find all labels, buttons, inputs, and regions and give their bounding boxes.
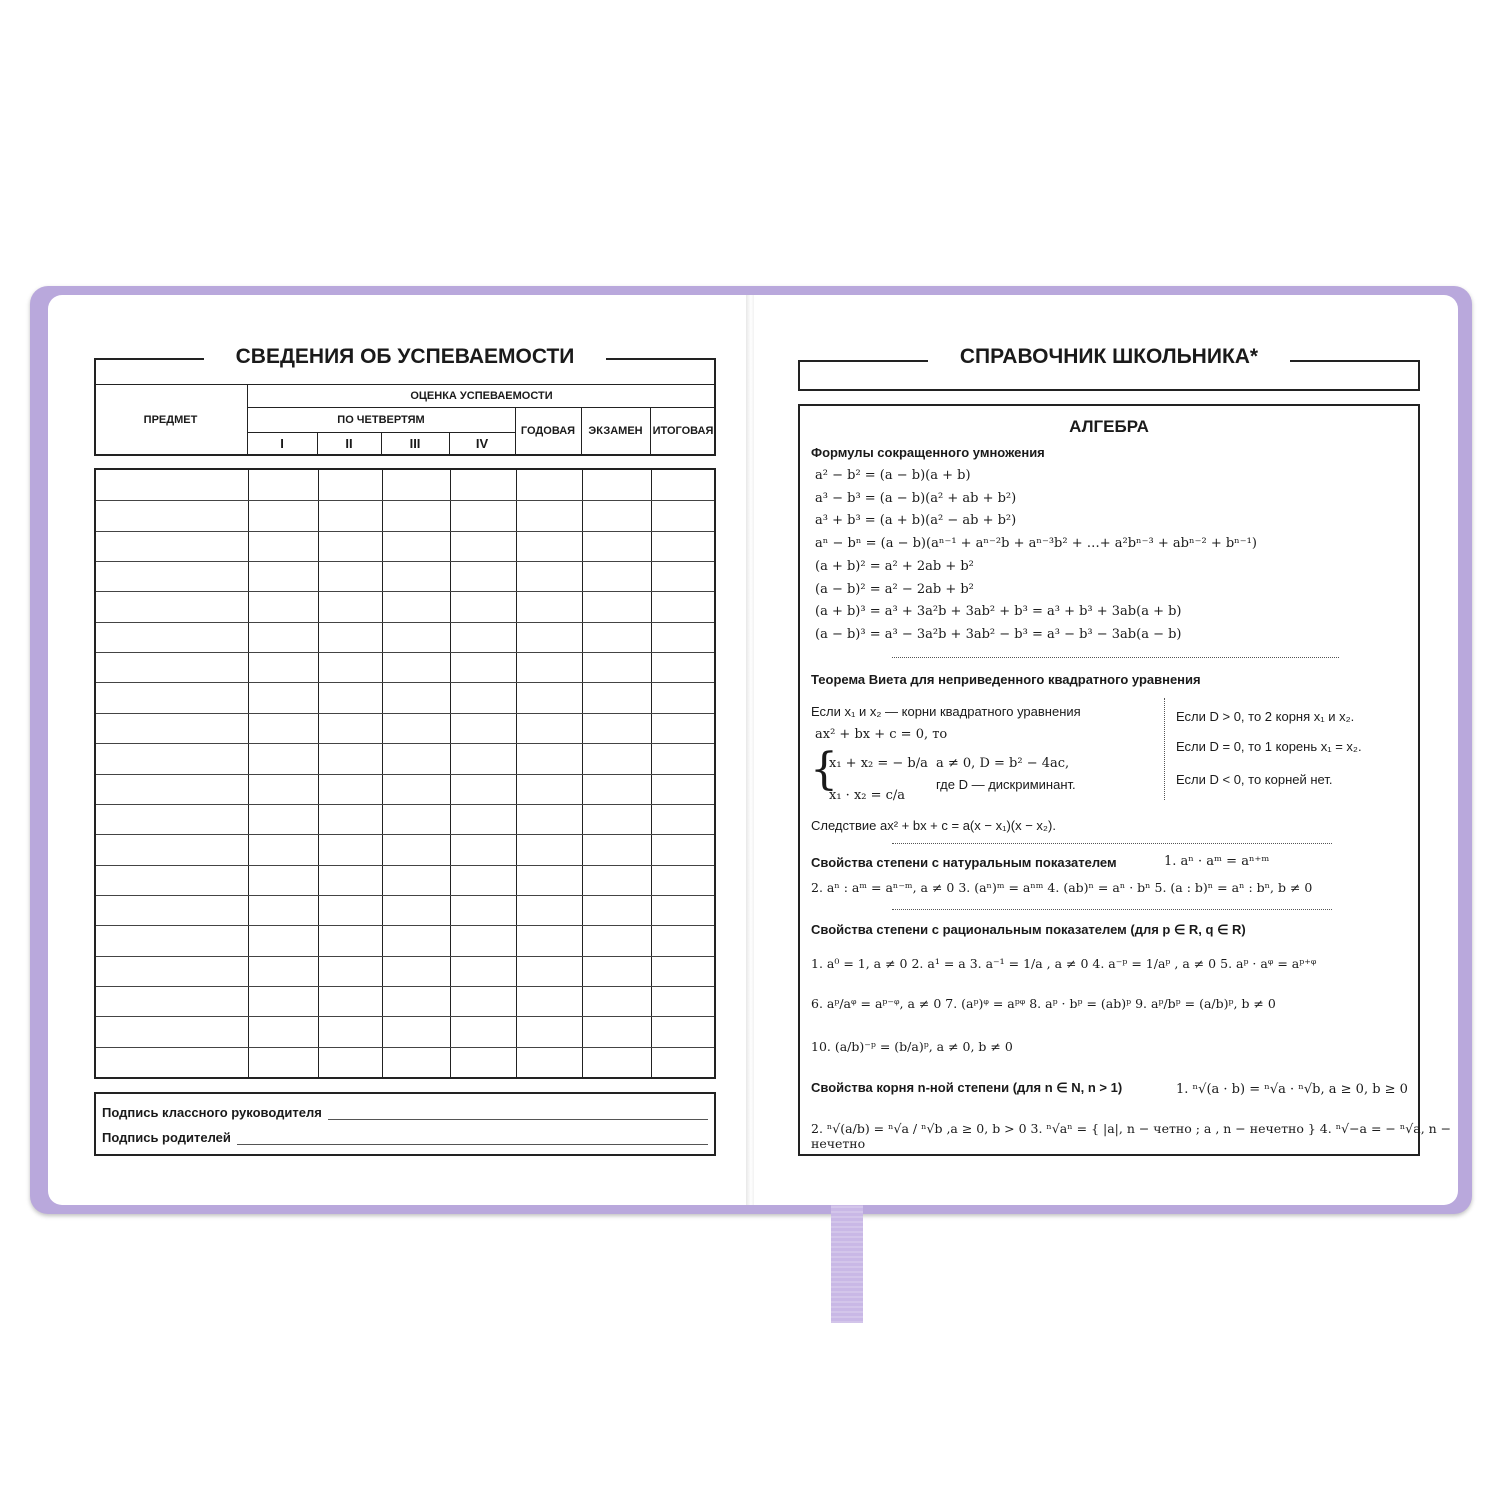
section-abbreviated-multiplication: Формулы сокращенного умножения — [811, 445, 1045, 460]
subject-header: ПРЕДМЕТ — [143, 413, 198, 426]
table-row[interactable] — [96, 865, 714, 866]
discriminant-positive: Если D > 0, то 2 корня x₁ и x₂. — [1176, 709, 1355, 724]
formula-6: (a − b)² = a² − 2ab + b² — [815, 581, 974, 597]
formula-8: (a − b)³ = a³ − 3a²b + 3ab² − b³ = a³ − b³ − 3ab(a − b) — [815, 626, 1182, 642]
root-properties-2-4: 2. ⁿ√(a/b) = ⁿ√a / ⁿ√b ,a ≥ 0, b > 0 3. ⁿ√aⁿ = { |a|, n − четно ; a , n − нечетно } 4. ⁿ√−a = − ⁿ√a, n − нечетно — [811, 1121, 1452, 1151]
rational-exponent-6-9: 6. aᵖ/aᵠ = aᵖ⁻ᵠ, a ≠ 0 7. (aᵖ)ᵠ = aᵖᵠ 8. aᵖ · bᵖ = (ab)ᵖ 9. aᵖ/bᵖ = (a/b)ᵖ, b ≠ 0 — [811, 996, 1276, 1011]
table-row[interactable] — [96, 986, 714, 987]
table-row[interactable] — [96, 743, 714, 744]
vieta-corollary: Следствие ax² + bx + c = a(x − x₁)(x − x₂). — [811, 818, 1056, 833]
section-nth-root: Свойства корня n-ной степени (для n ∈ N, n > 1) — [811, 1080, 1123, 1095]
table-row[interactable] — [96, 925, 714, 926]
formula-5: (a + b)² = a² + 2ab + b² — [815, 558, 974, 574]
formula-2: a³ − b³ = (a − b)(a² + ab + b²) — [815, 490, 1017, 506]
parents-signature-label: Подпись родителей — [102, 1130, 231, 1145]
signatures-box — [94, 1092, 716, 1156]
vieta-product: x₁ · x₂ = c/a — [829, 788, 906, 803]
quarter-2: II — [345, 436, 353, 451]
table-row[interactable] — [96, 561, 714, 562]
grade-header: ОЦЕНКА УСПЕВАЕМОСТИ — [410, 389, 553, 402]
discriminant-zero: Если D = 0, то 1 корень x₁ = x₂. — [1176, 739, 1362, 754]
table-row[interactable] — [96, 956, 714, 957]
table-row[interactable] — [96, 531, 714, 532]
table-row[interactable] — [96, 713, 714, 714]
root-property-1: 1. ⁿ√(a · b) = ⁿ√a · ⁿ√b, a ≥ 0, b ≥ 0 — [1176, 1082, 1408, 1097]
table-row[interactable] — [96, 591, 714, 592]
algebra-heading: АЛГЕБРА — [1069, 417, 1149, 436]
grades-title: СВЕДЕНИЯ ОБ УСПЕВАЕМОСТИ — [94, 345, 716, 369]
natural-exponent-2-5: 2. aⁿ : aᵐ = aⁿ⁻ᵐ, a ≠ 0 3. (aⁿ)ᵐ = aⁿᵐ 4. (ab)ⁿ = aⁿ · bⁿ 5. (a : b)ⁿ = aⁿ : bⁿ, b ≠ 0 — [811, 880, 1313, 895]
table-row[interactable] — [96, 895, 714, 896]
table-row[interactable] — [96, 682, 714, 683]
divider — [892, 909, 1332, 910]
quarter-3: III — [409, 436, 421, 451]
rational-exponent-10: 10. (a/b)⁻ᵖ = (b/a)ᵖ, a ≠ 0, b ≠ 0 — [811, 1039, 1013, 1054]
quarter-4: IV — [475, 436, 489, 451]
table-row[interactable] — [96, 834, 714, 835]
vieta-sum: x₁ + x₂ = − b/a — [829, 756, 928, 771]
formula-3: a³ + b³ = (a + b)(a² − ab + b²) — [815, 513, 1017, 529]
table-row[interactable] — [96, 652, 714, 653]
section-natural-exponent: Свойства степени с натуральным показателем — [811, 855, 1117, 870]
vieta-line-1: Если x₁ и x₂ — корни квадратного уравнения — [811, 704, 1081, 719]
annual-header: ГОДОВАЯ — [520, 425, 576, 437]
divider — [892, 657, 1339, 658]
system-brace: { — [810, 744, 838, 795]
rational-exponent-1-5: 1. a⁰ = 1, a ≠ 0 2. a¹ = a 3. a⁻¹ = 1/a , a ≠ 0 4. a⁻ᵖ = 1/aᵖ , a ≠ 0 5. aᵖ · aᵠ = aᵖ⁺ᵠ — [811, 956, 1317, 971]
vieta-condition-1: a ≠ 0, D = b² − 4ac, — [936, 756, 1070, 771]
quarters-header: ПО ЧЕТВЕРТЯМ — [337, 413, 425, 426]
formula-7: (a + b)³ = a³ + 3a²b + 3ab² + b³ = a³ + b³ + 3ab(a + b) — [815, 604, 1182, 620]
divider-vertical — [1164, 698, 1165, 800]
parents-signature-row[interactable] — [102, 1130, 708, 1145]
section-rational-exponent: Свойства степени с рациональным показателем (для p ∈ R, q ∈ R) — [811, 922, 1246, 937]
quarter-1: I — [280, 436, 284, 451]
divider — [892, 843, 1332, 844]
final-header: ИТОГОВАЯ — [652, 425, 714, 437]
vieta-line-2: ax² + bx + c = 0, то — [815, 727, 948, 742]
exam-header: ЭКЗАМЕН — [588, 425, 643, 437]
formula-4: aⁿ − bⁿ = (a − b)(aⁿ⁻¹ + aⁿ⁻²b + aⁿ⁻³b² + …+ a²bⁿ⁻³ + abⁿ⁻² + bⁿ⁻¹) — [815, 536, 1257, 552]
table-row[interactable] — [96, 804, 714, 805]
reference-title: СПРАВОЧНИК ШКОЛЬНИКА* — [798, 345, 1420, 369]
section-vieta: Теорема Виета для неприведенного квадратного уравнения — [811, 672, 1201, 687]
teacher-signature-row[interactable] — [102, 1105, 708, 1120]
table-row[interactable] — [96, 774, 714, 775]
table-row[interactable] — [96, 500, 714, 501]
table-row[interactable] — [96, 622, 714, 623]
teacher-signature-label: Подпись классного руководителя — [102, 1105, 322, 1120]
formula-1: a² − b² = (a − b)(a + b) — [815, 468, 971, 483]
table-row[interactable] — [96, 1047, 714, 1048]
grades-table — [94, 468, 716, 1079]
natural-exponent-1: 1. aⁿ · aᵐ = aⁿ⁺ᵐ — [1164, 854, 1270, 869]
table-row[interactable] — [96, 1016, 714, 1017]
vieta-condition-2: где D — дискриминант. — [936, 777, 1076, 792]
bookmark-ribbon[interactable] — [831, 1205, 863, 1323]
discriminant-negative: Если D < 0, то корней нет. — [1176, 772, 1333, 787]
